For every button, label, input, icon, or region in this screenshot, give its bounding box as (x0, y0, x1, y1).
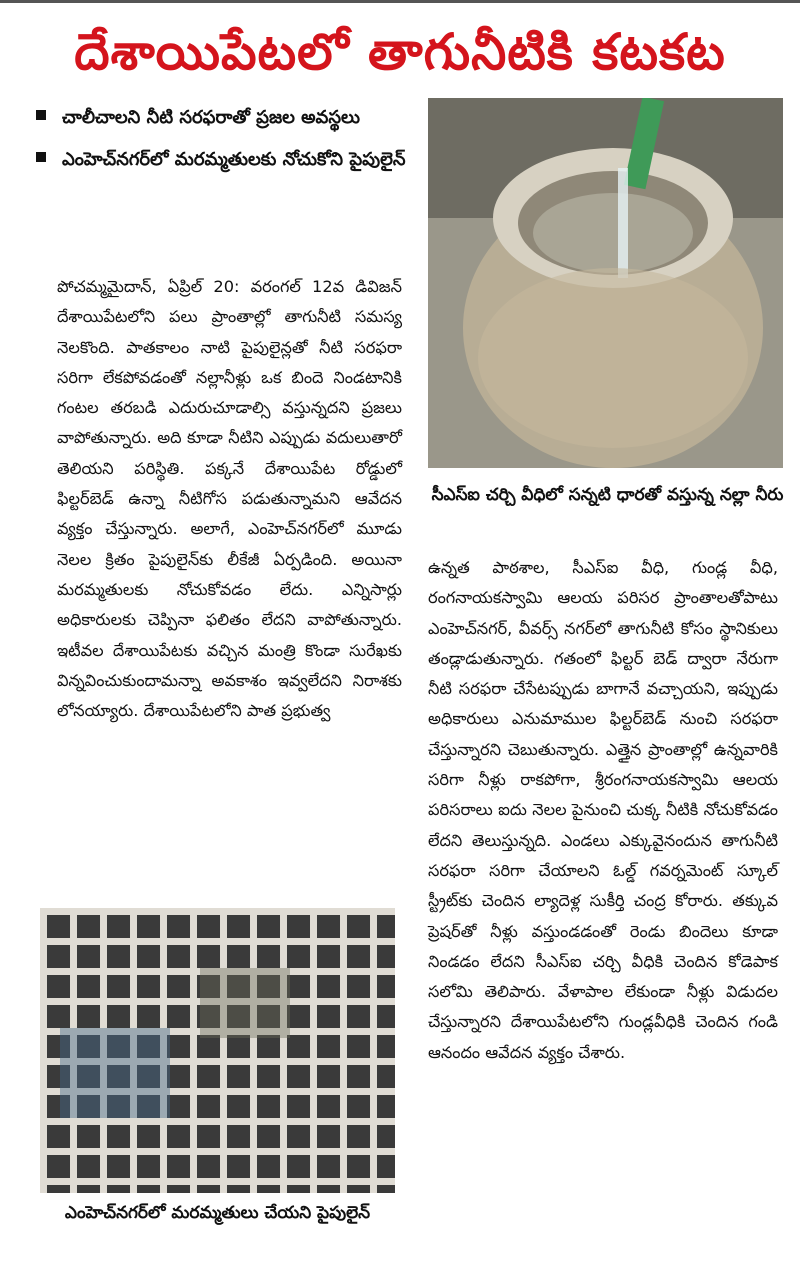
bullet-item (30, 142, 415, 178)
article-body-column-1: పోచమ్మమైదాన్, ఏప్రిల్ 20: వరంగల్ 12వ డివిజన్ దేశాయిపేటలోని పలు ప్రాంతాల్లో తాగునీటి సమస్య నెలకొంది. పాతకాలం నాటి పైపులైన్లతో నీటి సరఫరా సరిగా లేకపోవడంతో నల్లానీళ్లు ఒక బిందె నిండటానికి గంటల తరబడి ఎదురుచూడాల్సి వస్తున్నదని ప్రజలు వాపోతున్నారు. అది కూడా నీటిని ఎప్పుడు వదులుతారో తెలియని పరిస్థితి. పక్కనే దేశాయిపేట రోడ్డులో ఫిల్టర్‌బెడ్ ఉన్నా నీటిగోస పడుతున్నామని ఆవేదన వ్యక్తం చేస్తున్నారు. అలాగే, ఎంహెచ్‌నగర్‌లో మూడు నెలల క్రితం పైపులైన్‌కు లీకేజీ ఏర్పడింది. అయినా మరమ్మతులకు నోచుకోవడం లేదు. ఎన్నిసార్లు అధికారులకు చెప్పినా ఫలితం లేదని వాపోతున్నారు. ఇటీవల దేశాయిపేటకు వచ్చిన మంత్రి కొండా సురేఖకు విన్నవించుకుందామన్నా అవకాశం ఇవ్వలేదని నిరాశకు లోనయ్యారు. దేశాయిపేటలోని పాత ప్రభుత్వ (57, 277, 402, 721)
headline: దేశాయిపేటలో తాగునీటికి కటకట (74, 23, 726, 81)
grate-illustration (40, 908, 395, 1193)
water-pot-photo (428, 98, 783, 468)
top-rule (0, 0, 800, 3)
water-pot-illustration (428, 98, 783, 468)
pot-photo-caption: సీఎస్ఐ చర్చి వీధిలో సన్నటి ధారతో వస్తున్న నల్లా నీరు (431, 485, 784, 505)
bullet-text: ఎంహెచ్‌నగర్‌లో మరమ్మతులకు నోచుకోని పైపులైన్ (62, 149, 406, 170)
bullet-item (30, 100, 415, 136)
bullet-text: చాలీచాలని నీటి సరఫరాతో ప్రజల అవస్థలు (62, 107, 360, 128)
pipeline-grate-photo (40, 908, 395, 1193)
pipe-photo-caption: ఎంహెచ్‌నగర్‌లో మరమ్మతులు చేయని పైపులైన్ (64, 1203, 371, 1223)
bullet-square-icon (36, 110, 46, 120)
bullet-square-icon (36, 152, 46, 162)
bullet-list (30, 100, 415, 184)
article-body-column-2: ఉన్నత పాఠశాల, సీఎస్ఐ వీధి, గుండ్ల వీధి, రంగనాయకస్వామి ఆలయ పరిసర ప్రాంతాలతోపాటు ఎంహెచ్‌నగర్, వీవర్స్ నగర్‌లో తాగునీటి కోసం స్థానికులు తండ్లాడుతున్నారు. గతంలో ఫిల్టర్ బెడ్ ద్వారా నేరుగా నీటి సరఫరా చేసేటప్పుడు బాగానే వచ్చాయని, ఇప్పుడు అధికారులు ఎనుమాముల ఫిల్టర్‌బెడ్ నుంచి సరఫరా చేస్తున్నారని చెబుతున్నారు. ఎత్తైన ప్రాంతాల్లో ఉన్నవారికి సరిగా నీళ్లు రాకపోగా, శ్రీరంగనాయకస్వామి ఆలయ పరిసరాలు ఐదు నెలల పైనుంచి చుక్క నీటికి నోచుకోవడం లేదని తెలుస్తున్నది. ఎండలు ఎక్కువైనందున తాగునీటి సరఫరా సరిగా చేయాలని ఓల్డ్ గవర్నమెంట్ స్కూల్ స్ట్రీట్‌కు చెందిన ల్యాదెళ్ల సుకీర్తి చంద్ర కోరారు. తక్కువ ప్రెషర్‌తో నీళ్లు వస్తుండడంతో రెండు బిందెలు కూడా నిండడం లేదని సీఎస్ఐ చర్చి వీధికి చెందిన కోడెపాక సలోమి తెలిపారు. వేళాపాల లేకుండా నీళ్లు విడుదల చేస్తున్నారని దేశాయిపేటలోని గుండ్లవీధికి చెందిన గండి ఆనందం ఆవేదన వ్యక్తం చేశారు. (428, 558, 778, 1062)
